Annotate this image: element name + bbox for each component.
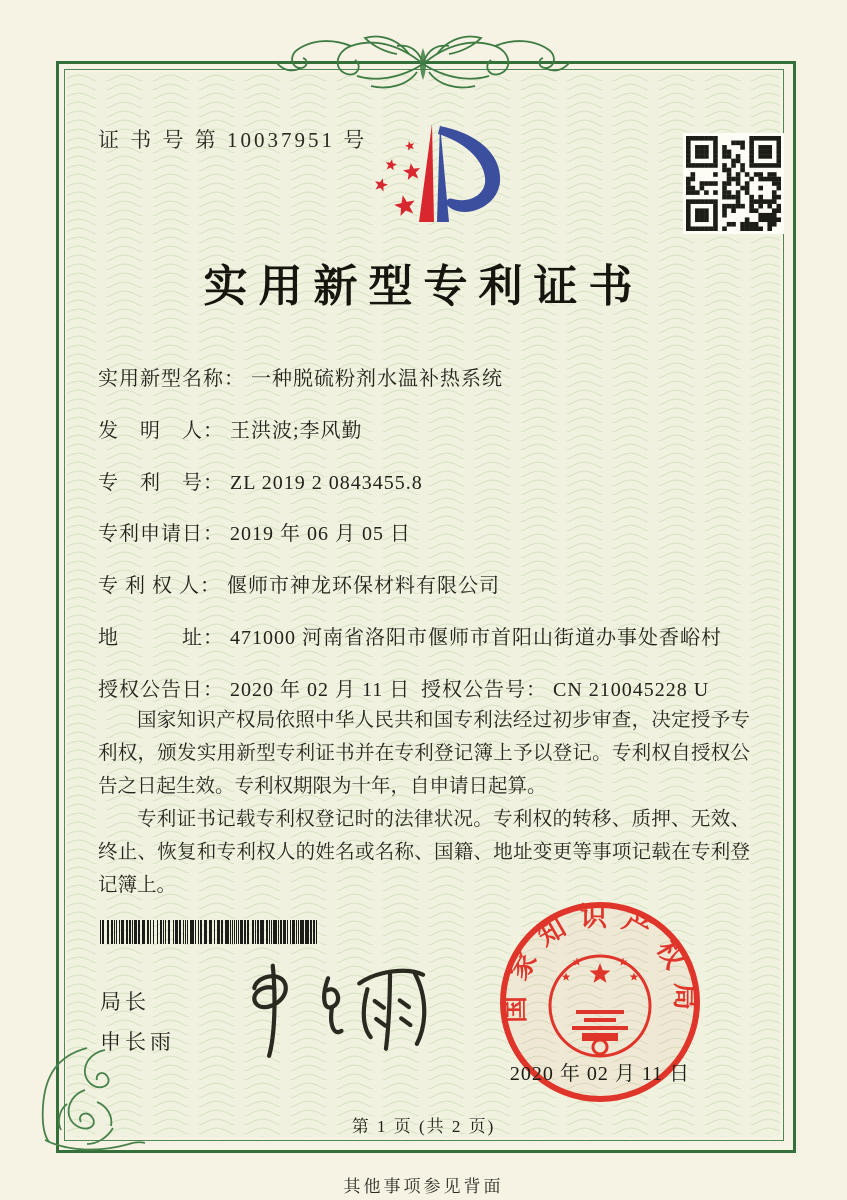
certificate-title: 实用新型专利证书 bbox=[203, 262, 644, 311]
field-label: 实用新型名称： bbox=[98, 368, 245, 390]
field-value: 一种脱硫粉剂水温补热系统 bbox=[251, 368, 503, 390]
qr-code-icon bbox=[683, 133, 784, 234]
field-value: 偃师市神龙环保材料有限公司 bbox=[227, 575, 500, 598]
cnipa-patent-logo-icon bbox=[348, 108, 526, 236]
director-title: 局长 bbox=[100, 990, 150, 1014]
corner-flourish-ornament bbox=[27, 1046, 145, 1158]
field-address bbox=[98, 621, 753, 673]
barcode-icon bbox=[100, 920, 322, 944]
back-side-note: 其他事项参见背面 bbox=[343, 1177, 504, 1196]
grant-announcement-row bbox=[98, 673, 753, 702]
field-label: 专 利 号： bbox=[98, 471, 224, 494]
field-value: 471000 河南省洛阳市偃师市首阳山街道办事处香峪村 bbox=[230, 626, 722, 649]
field-value: 王洪波;李风勤 bbox=[230, 419, 363, 442]
field-inventor bbox=[98, 414, 753, 466]
legal-paragraph-2: 专利证书记载专利权登记时的法律状况。专利权的转移、质押、无效、终止、恢复和专利权人的姓名或名称、国籍、地址变更等事项记载在专利登记簿上。 bbox=[98, 809, 750, 896]
field-value: 2019 年 06 月 05 日 bbox=[230, 523, 411, 546]
grant-number-value: CN 210045228 U bbox=[553, 679, 710, 701]
field-value: ZL 2019 2 0843455.8 bbox=[230, 471, 423, 494]
field-label: 专利申请日： bbox=[98, 523, 224, 546]
director-name: 申长雨 bbox=[100, 1030, 175, 1054]
field-patentee bbox=[98, 569, 753, 621]
certificate-number: 证 书 号 第 10037951 号 bbox=[98, 128, 368, 152]
page-number: 第 1 页 (共 2 页) bbox=[351, 1117, 496, 1136]
field-label: 地 址： bbox=[98, 626, 224, 649]
field-patent-number bbox=[98, 466, 753, 518]
seal-date: 2020 年 02 月 11 日 bbox=[509, 1063, 691, 1085]
grant-date-label: 授权公告日： bbox=[98, 679, 224, 701]
field-filing-date bbox=[98, 517, 753, 569]
handwritten-signature-icon bbox=[227, 953, 448, 1071]
field-list bbox=[98, 362, 753, 673]
legal-text bbox=[98, 704, 750, 902]
seal-text: 国家知识产权局 bbox=[499, 902, 701, 1024]
grant-date-value: 2020 年 02 月 11 日 bbox=[230, 679, 411, 701]
legal-paragraph-1: 国家知识产权局依照中华人民共和国专利法经过初步审查，决定授予专利权，颁发实用新型专利证书并在专利登记簿上予以登记。专利权自授权公告之日起生效。专利权期限为十年，自申请日起算。 bbox=[98, 710, 750, 797]
grant-number-label: 授权公告号： bbox=[421, 679, 547, 701]
field-label: 专 利 权 人： bbox=[98, 575, 221, 598]
field-utility-model-name bbox=[98, 362, 753, 414]
top-flourish-ornament bbox=[277, 28, 570, 98]
field-label: 发 明 人： bbox=[98, 419, 224, 442]
